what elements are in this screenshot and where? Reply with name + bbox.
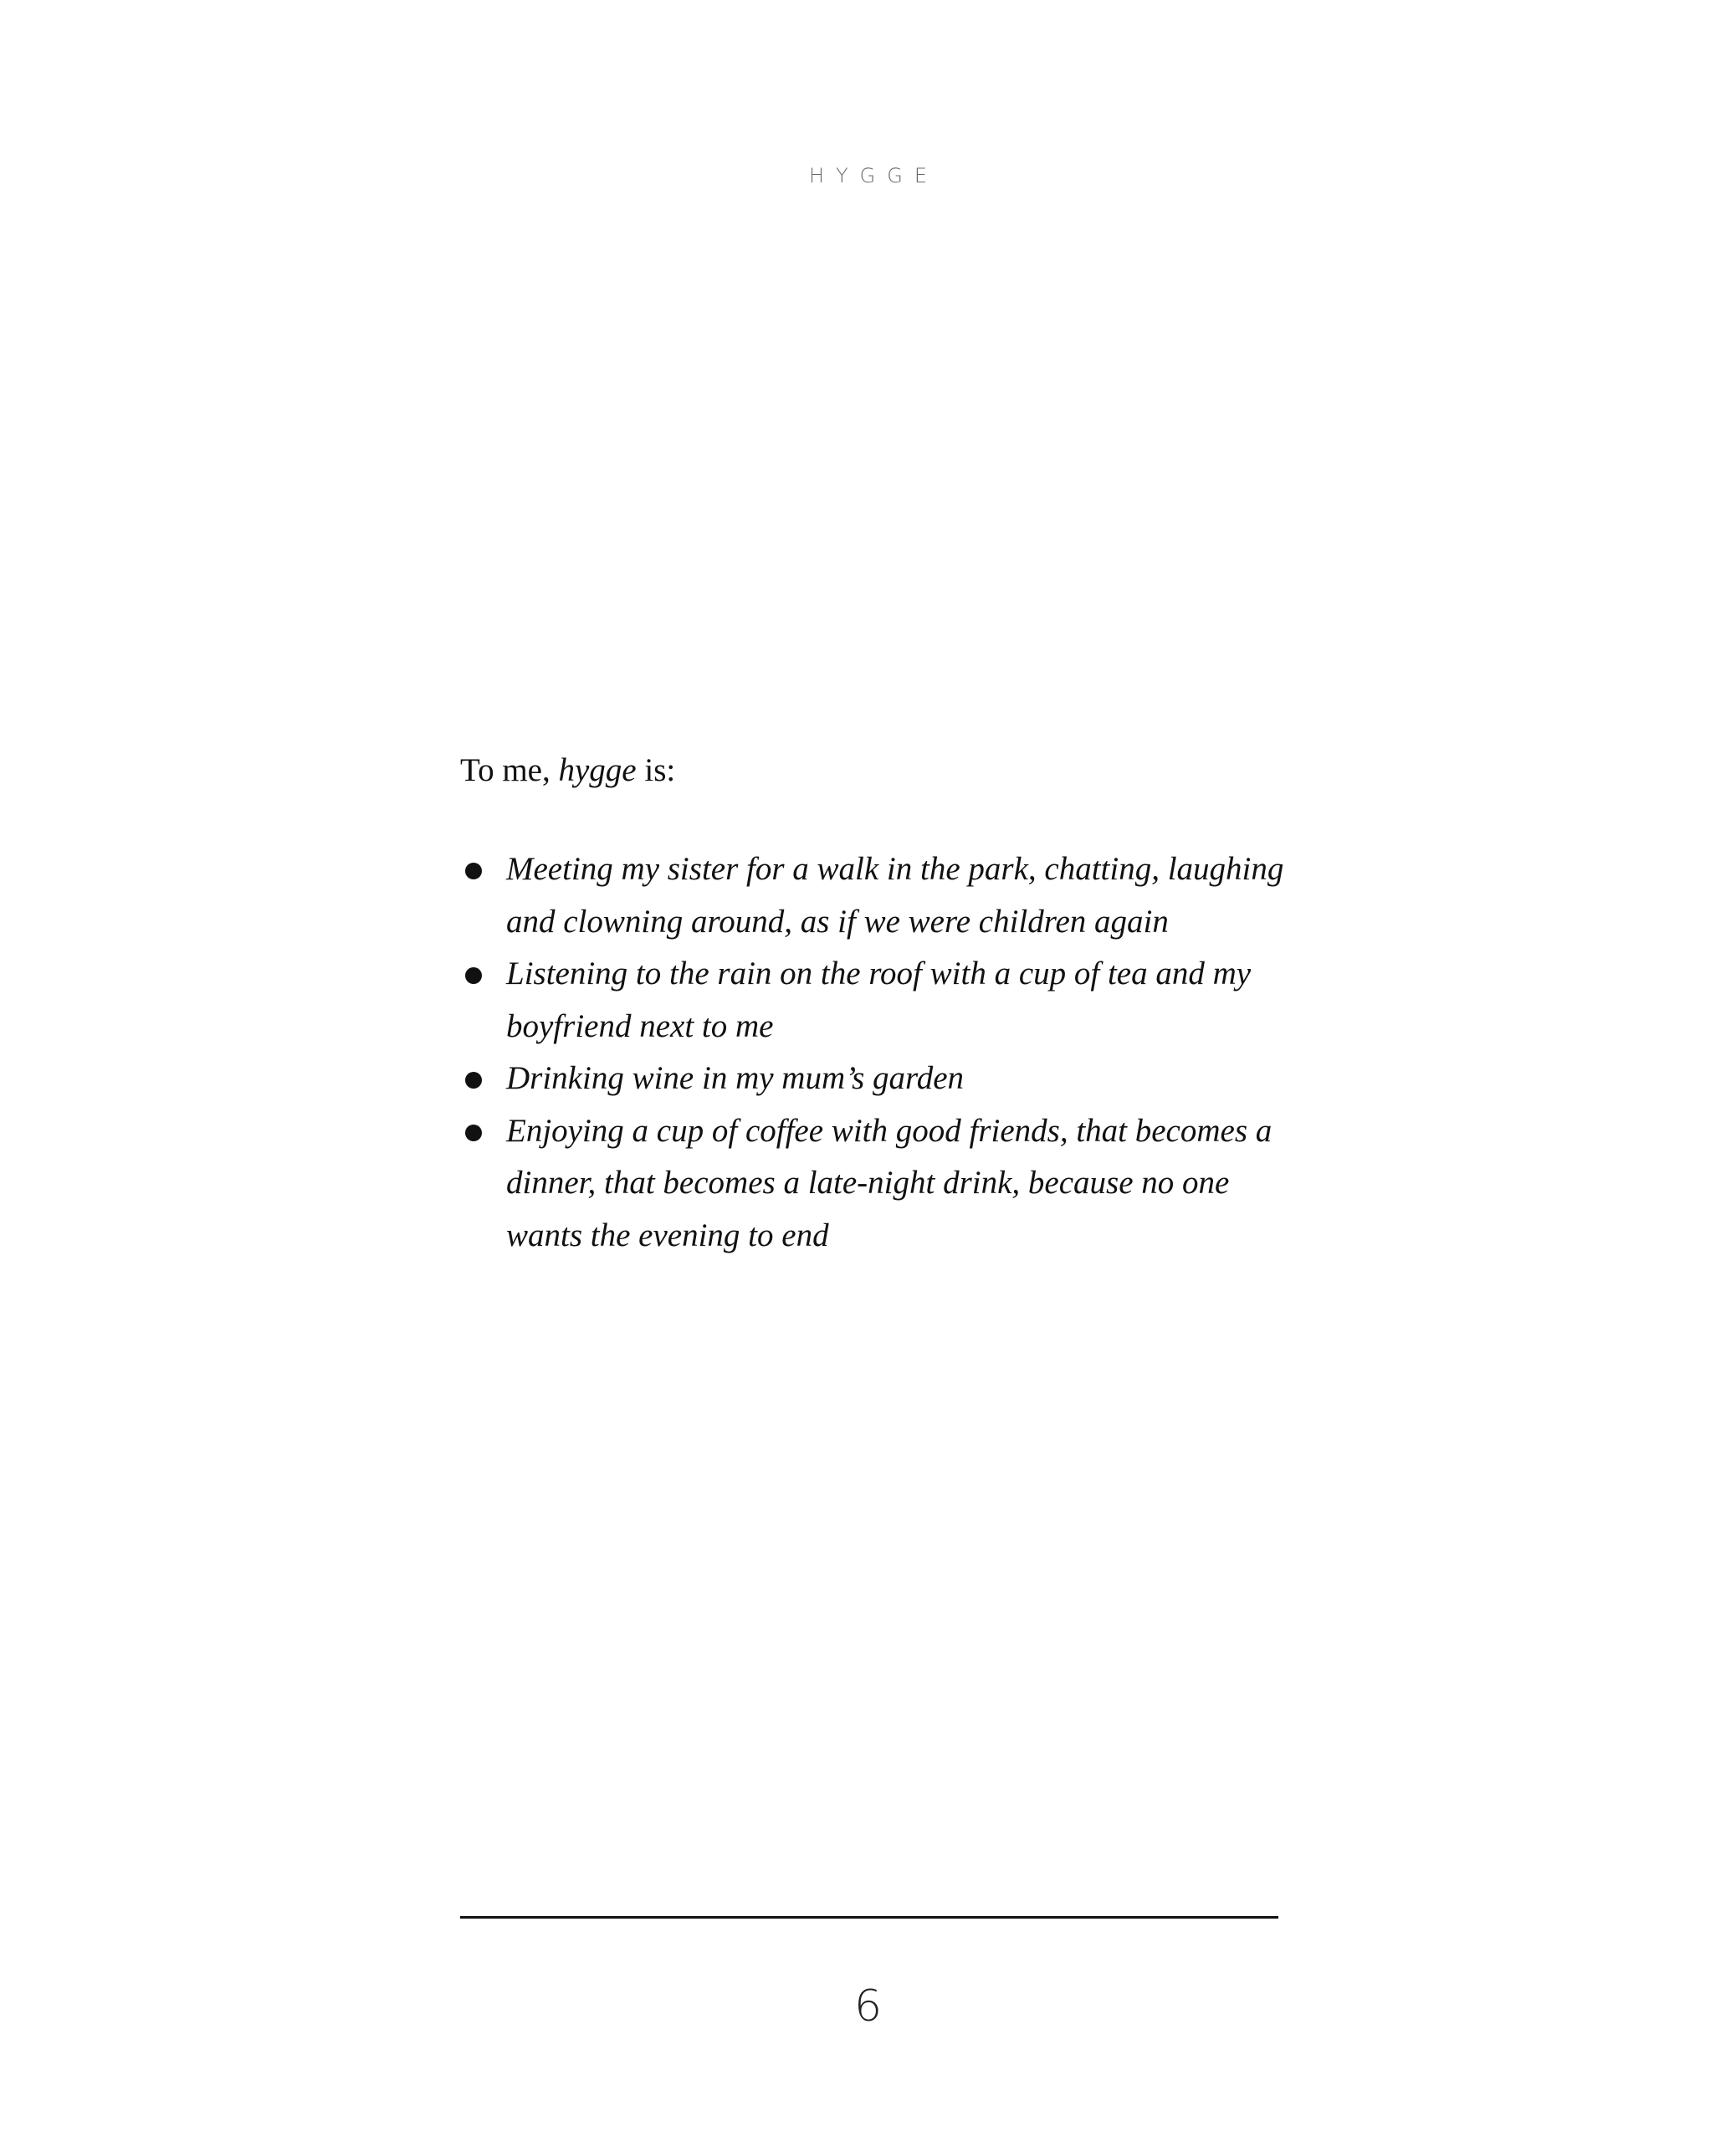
bullet-dot-icon	[465, 1072, 482, 1089]
page-number: 6	[853, 1981, 883, 2032]
list-item	[460, 843, 1288, 948]
bullet-dot-icon	[465, 1125, 482, 1141]
list-item-text: Drinking wine in my mum’s garden	[506, 1060, 965, 1096]
list-item	[460, 1105, 1288, 1263]
bullet-list	[460, 843, 1288, 1262]
running-head-title: HYGGE	[808, 164, 940, 187]
footer-divider	[460, 1916, 1278, 1919]
list-item	[460, 1053, 1288, 1105]
intro-emphasis: hygge	[558, 752, 637, 788]
list-item-text: Enjoying a cup of coffee with good friends, that becomes a dinner, that becomes a late-night drink, because no one wants the evening to end	[506, 1112, 1273, 1253]
intro-suffix: is:	[636, 752, 676, 788]
list-item-text: Listening to the rain on the roof with a cup of tea and my boyfriend next to me	[506, 956, 1252, 1044]
intro-prefix: To me,	[460, 752, 559, 788]
bullet-dot-icon	[465, 863, 482, 879]
list-item-text: Meeting my sister for a walk in the park, chatting, laughing and clowning around, as if we were children again	[506, 851, 1284, 940]
page-content	[460, 745, 1288, 1262]
list-item	[460, 948, 1288, 1053]
bullet-dot-icon	[465, 967, 482, 984]
intro-paragraph	[460, 745, 1288, 797]
